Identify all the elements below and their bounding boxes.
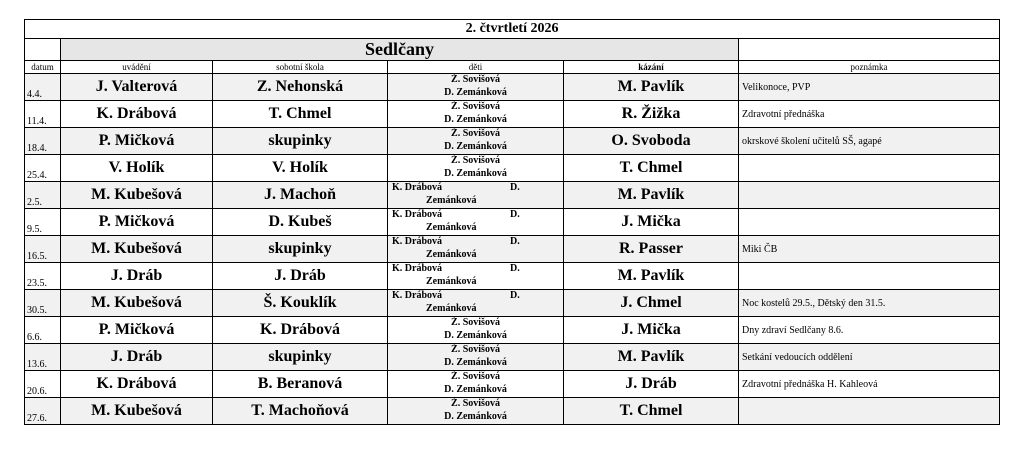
place-row bbox=[25, 39, 1000, 61]
cell-poznamka: okrskové školení učitelů SŠ, agapé bbox=[739, 128, 1000, 155]
cell-datum: 16.5. bbox=[25, 236, 61, 263]
cell-kazani: J. Mička bbox=[564, 209, 739, 236]
table-row bbox=[25, 155, 1000, 182]
cell-kazani: T. Chmel bbox=[564, 155, 739, 182]
table-row bbox=[25, 263, 1000, 290]
table-row bbox=[25, 344, 1000, 371]
cell-uvadeni: K. Drábová bbox=[61, 371, 213, 398]
cell-sobotni-skola: skupinky bbox=[213, 344, 388, 371]
cell-sobotni-skola: J. Dráb bbox=[213, 263, 388, 290]
cell-uvadeni: P. Mičková bbox=[61, 317, 213, 344]
deti-name-2: D. Zemánková bbox=[444, 330, 507, 341]
cell-sobotni-skola: Š. Kouklík bbox=[213, 290, 388, 317]
cell-sobotni-skola: K. Drábová bbox=[213, 317, 388, 344]
title-row bbox=[25, 20, 1000, 39]
table-row bbox=[25, 209, 1000, 236]
deti-name-2-initial: D. bbox=[510, 290, 520, 301]
header-row bbox=[25, 61, 1000, 74]
cell-kazani: J. Dráb bbox=[564, 371, 739, 398]
cell-sobotni-skola: D. Kubeš bbox=[213, 209, 388, 236]
place-note-spacer bbox=[739, 39, 1000, 61]
deti-name-1: K. Drábová bbox=[392, 209, 442, 220]
cell-sobotni-skola: T. Chmel bbox=[213, 101, 388, 128]
cell-datum: 4.4. bbox=[25, 74, 61, 101]
cell-poznamka: Zdravotní přednáška bbox=[739, 101, 1000, 128]
cell-poznamka bbox=[739, 209, 1000, 236]
deti-name-2: D. Zemánková bbox=[444, 357, 507, 368]
cell-datum: 18.4. bbox=[25, 128, 61, 155]
cell-uvadeni: M. Kubešová bbox=[61, 182, 213, 209]
deti-name-2-surname: Zemánková bbox=[426, 195, 477, 206]
cell-uvadeni: J. Dráb bbox=[61, 344, 213, 371]
table-row bbox=[25, 371, 1000, 398]
cell-kazani: J. Chmel bbox=[564, 290, 739, 317]
cell-deti bbox=[388, 263, 564, 290]
cell-deti bbox=[388, 128, 564, 155]
deti-name-1: K. Drábová bbox=[392, 182, 442, 193]
cell-uvadeni: M. Kubešová bbox=[61, 398, 213, 425]
cell-deti bbox=[388, 182, 564, 209]
table-row bbox=[25, 182, 1000, 209]
table-row bbox=[25, 290, 1000, 317]
cell-kazani: M. Pavlík bbox=[564, 263, 739, 290]
cell-poznamka bbox=[739, 398, 1000, 425]
table-row bbox=[25, 101, 1000, 128]
cell-deti bbox=[388, 236, 564, 263]
deti-name-1: Ž. Sovišová bbox=[451, 101, 500, 112]
deti-name-1: Ž. Sovišová bbox=[451, 398, 500, 409]
header-sobotni-skola: sobotní škola bbox=[213, 61, 388, 74]
cell-deti bbox=[388, 155, 564, 182]
cell-kazani: M. Pavlík bbox=[564, 74, 739, 101]
table-row bbox=[25, 236, 1000, 263]
place-title: Sedlčany bbox=[61, 39, 739, 61]
cell-deti bbox=[388, 101, 564, 128]
cell-kazani: T. Chmel bbox=[564, 398, 739, 425]
cell-deti bbox=[388, 74, 564, 101]
table-row bbox=[25, 317, 1000, 344]
schedule-table bbox=[24, 19, 1000, 425]
deti-name-2-surname: Zemánková bbox=[426, 276, 477, 287]
cell-datum: 13.6. bbox=[25, 344, 61, 371]
cell-datum: 11.4. bbox=[25, 101, 61, 128]
cell-kazani: O. Svoboda bbox=[564, 128, 739, 155]
cell-sobotni-skola: V. Holík bbox=[213, 155, 388, 182]
cell-sobotni-skola: skupinky bbox=[213, 236, 388, 263]
cell-sobotni-skola: skupinky bbox=[213, 128, 388, 155]
cell-kazani: R. Žižka bbox=[564, 101, 739, 128]
cell-datum: 23.5. bbox=[25, 263, 61, 290]
quarter-title: 2. čtvrtletí 2026 bbox=[25, 20, 1000, 39]
cell-poznamka: Dny zdraví Sedlčany 8.6. bbox=[739, 317, 1000, 344]
deti-name-2-surname: Zemánková bbox=[426, 303, 477, 314]
deti-name-1: K. Drábová bbox=[392, 236, 442, 247]
cell-datum: 9.5. bbox=[25, 209, 61, 236]
deti-name-2: D. Zemánková bbox=[444, 141, 507, 152]
deti-name-1: Ž. Sovišová bbox=[451, 344, 500, 355]
cell-poznamka: Noc kostelů 29.5., Dětský den 31.5. bbox=[739, 290, 1000, 317]
header-datum: datum bbox=[25, 61, 61, 74]
deti-name-2-initial: D. bbox=[510, 182, 520, 193]
deti-name-2-surname: Zemánková bbox=[426, 249, 477, 260]
cell-poznamka bbox=[739, 182, 1000, 209]
cell-sobotni-skola: J. Machoň bbox=[213, 182, 388, 209]
header-poznamka: poznámka bbox=[739, 61, 1000, 74]
cell-poznamka: Miki ČB bbox=[739, 236, 1000, 263]
deti-name-2: D. Zemánková bbox=[444, 411, 507, 422]
deti-name-2-initial: D. bbox=[510, 209, 520, 220]
cell-deti bbox=[388, 290, 564, 317]
deti-name-2-initial: D. bbox=[510, 263, 520, 274]
cell-uvadeni: J. Valterová bbox=[61, 74, 213, 101]
cell-datum: 30.5. bbox=[25, 290, 61, 317]
cell-deti bbox=[388, 371, 564, 398]
cell-uvadeni: P. Mičková bbox=[61, 128, 213, 155]
cell-deti bbox=[388, 317, 564, 344]
cell-deti bbox=[388, 209, 564, 236]
cell-poznamka: Zdravotní přednáška H. Kahleová bbox=[739, 371, 1000, 398]
table-row bbox=[25, 398, 1000, 425]
cell-poznamka: Velikonoce, PVP bbox=[739, 74, 1000, 101]
deti-name-2: D. Zemánková bbox=[444, 87, 507, 98]
cell-datum: 2.5. bbox=[25, 182, 61, 209]
deti-name-1: K. Drábová bbox=[392, 290, 442, 301]
header-deti: děti bbox=[388, 61, 564, 74]
cell-kazani: M. Pavlík bbox=[564, 182, 739, 209]
cell-kazani: J. Mička bbox=[564, 317, 739, 344]
cell-poznamka bbox=[739, 155, 1000, 182]
cell-sobotni-skola: T. Machoňová bbox=[213, 398, 388, 425]
deti-name-1: Ž. Sovišová bbox=[451, 74, 500, 85]
cell-uvadeni: M. Kubešová bbox=[61, 290, 213, 317]
cell-uvadeni: P. Mičková bbox=[61, 209, 213, 236]
deti-name-1: Ž. Sovišová bbox=[451, 371, 500, 382]
cell-uvadeni: J. Dráb bbox=[61, 263, 213, 290]
deti-name-2-initial: D. bbox=[510, 236, 520, 247]
cell-poznamka bbox=[739, 263, 1000, 290]
deti-name-1: Ž. Sovišová bbox=[451, 155, 500, 166]
deti-name-2-surname: Zemánková bbox=[426, 222, 477, 233]
deti-name-2: D. Zemánková bbox=[444, 168, 507, 179]
place-spacer bbox=[25, 39, 61, 61]
cell-datum: 20.6. bbox=[25, 371, 61, 398]
deti-name-2: D. Zemánková bbox=[444, 114, 507, 125]
cell-deti bbox=[388, 344, 564, 371]
header-uvadeni: uvádění bbox=[61, 61, 213, 74]
cell-datum: 6.6. bbox=[25, 317, 61, 344]
deti-name-1: Ž. Sovišová bbox=[451, 128, 500, 139]
table-row bbox=[25, 74, 1000, 101]
cell-uvadeni: K. Drábová bbox=[61, 101, 213, 128]
cell-sobotni-skola: Z. Nehonská bbox=[213, 74, 388, 101]
cell-deti bbox=[388, 398, 564, 425]
cell-datum: 25.4. bbox=[25, 155, 61, 182]
cell-kazani: M. Pavlík bbox=[564, 344, 739, 371]
cell-uvadeni: V. Holík bbox=[61, 155, 213, 182]
table-row bbox=[25, 128, 1000, 155]
header-kazani: kázání bbox=[564, 61, 739, 74]
cell-uvadeni: M. Kubešová bbox=[61, 236, 213, 263]
deti-name-1: K. Drábová bbox=[392, 263, 442, 274]
deti-name-2: D. Zemánková bbox=[444, 384, 507, 395]
cell-sobotni-skola: B. Beranová bbox=[213, 371, 388, 398]
cell-poznamka: Setkání vedoucích oddělení bbox=[739, 344, 1000, 371]
cell-datum: 27.6. bbox=[25, 398, 61, 425]
cell-kazani: R. Passer bbox=[564, 236, 739, 263]
deti-name-1: Ž. Sovišová bbox=[451, 317, 500, 328]
